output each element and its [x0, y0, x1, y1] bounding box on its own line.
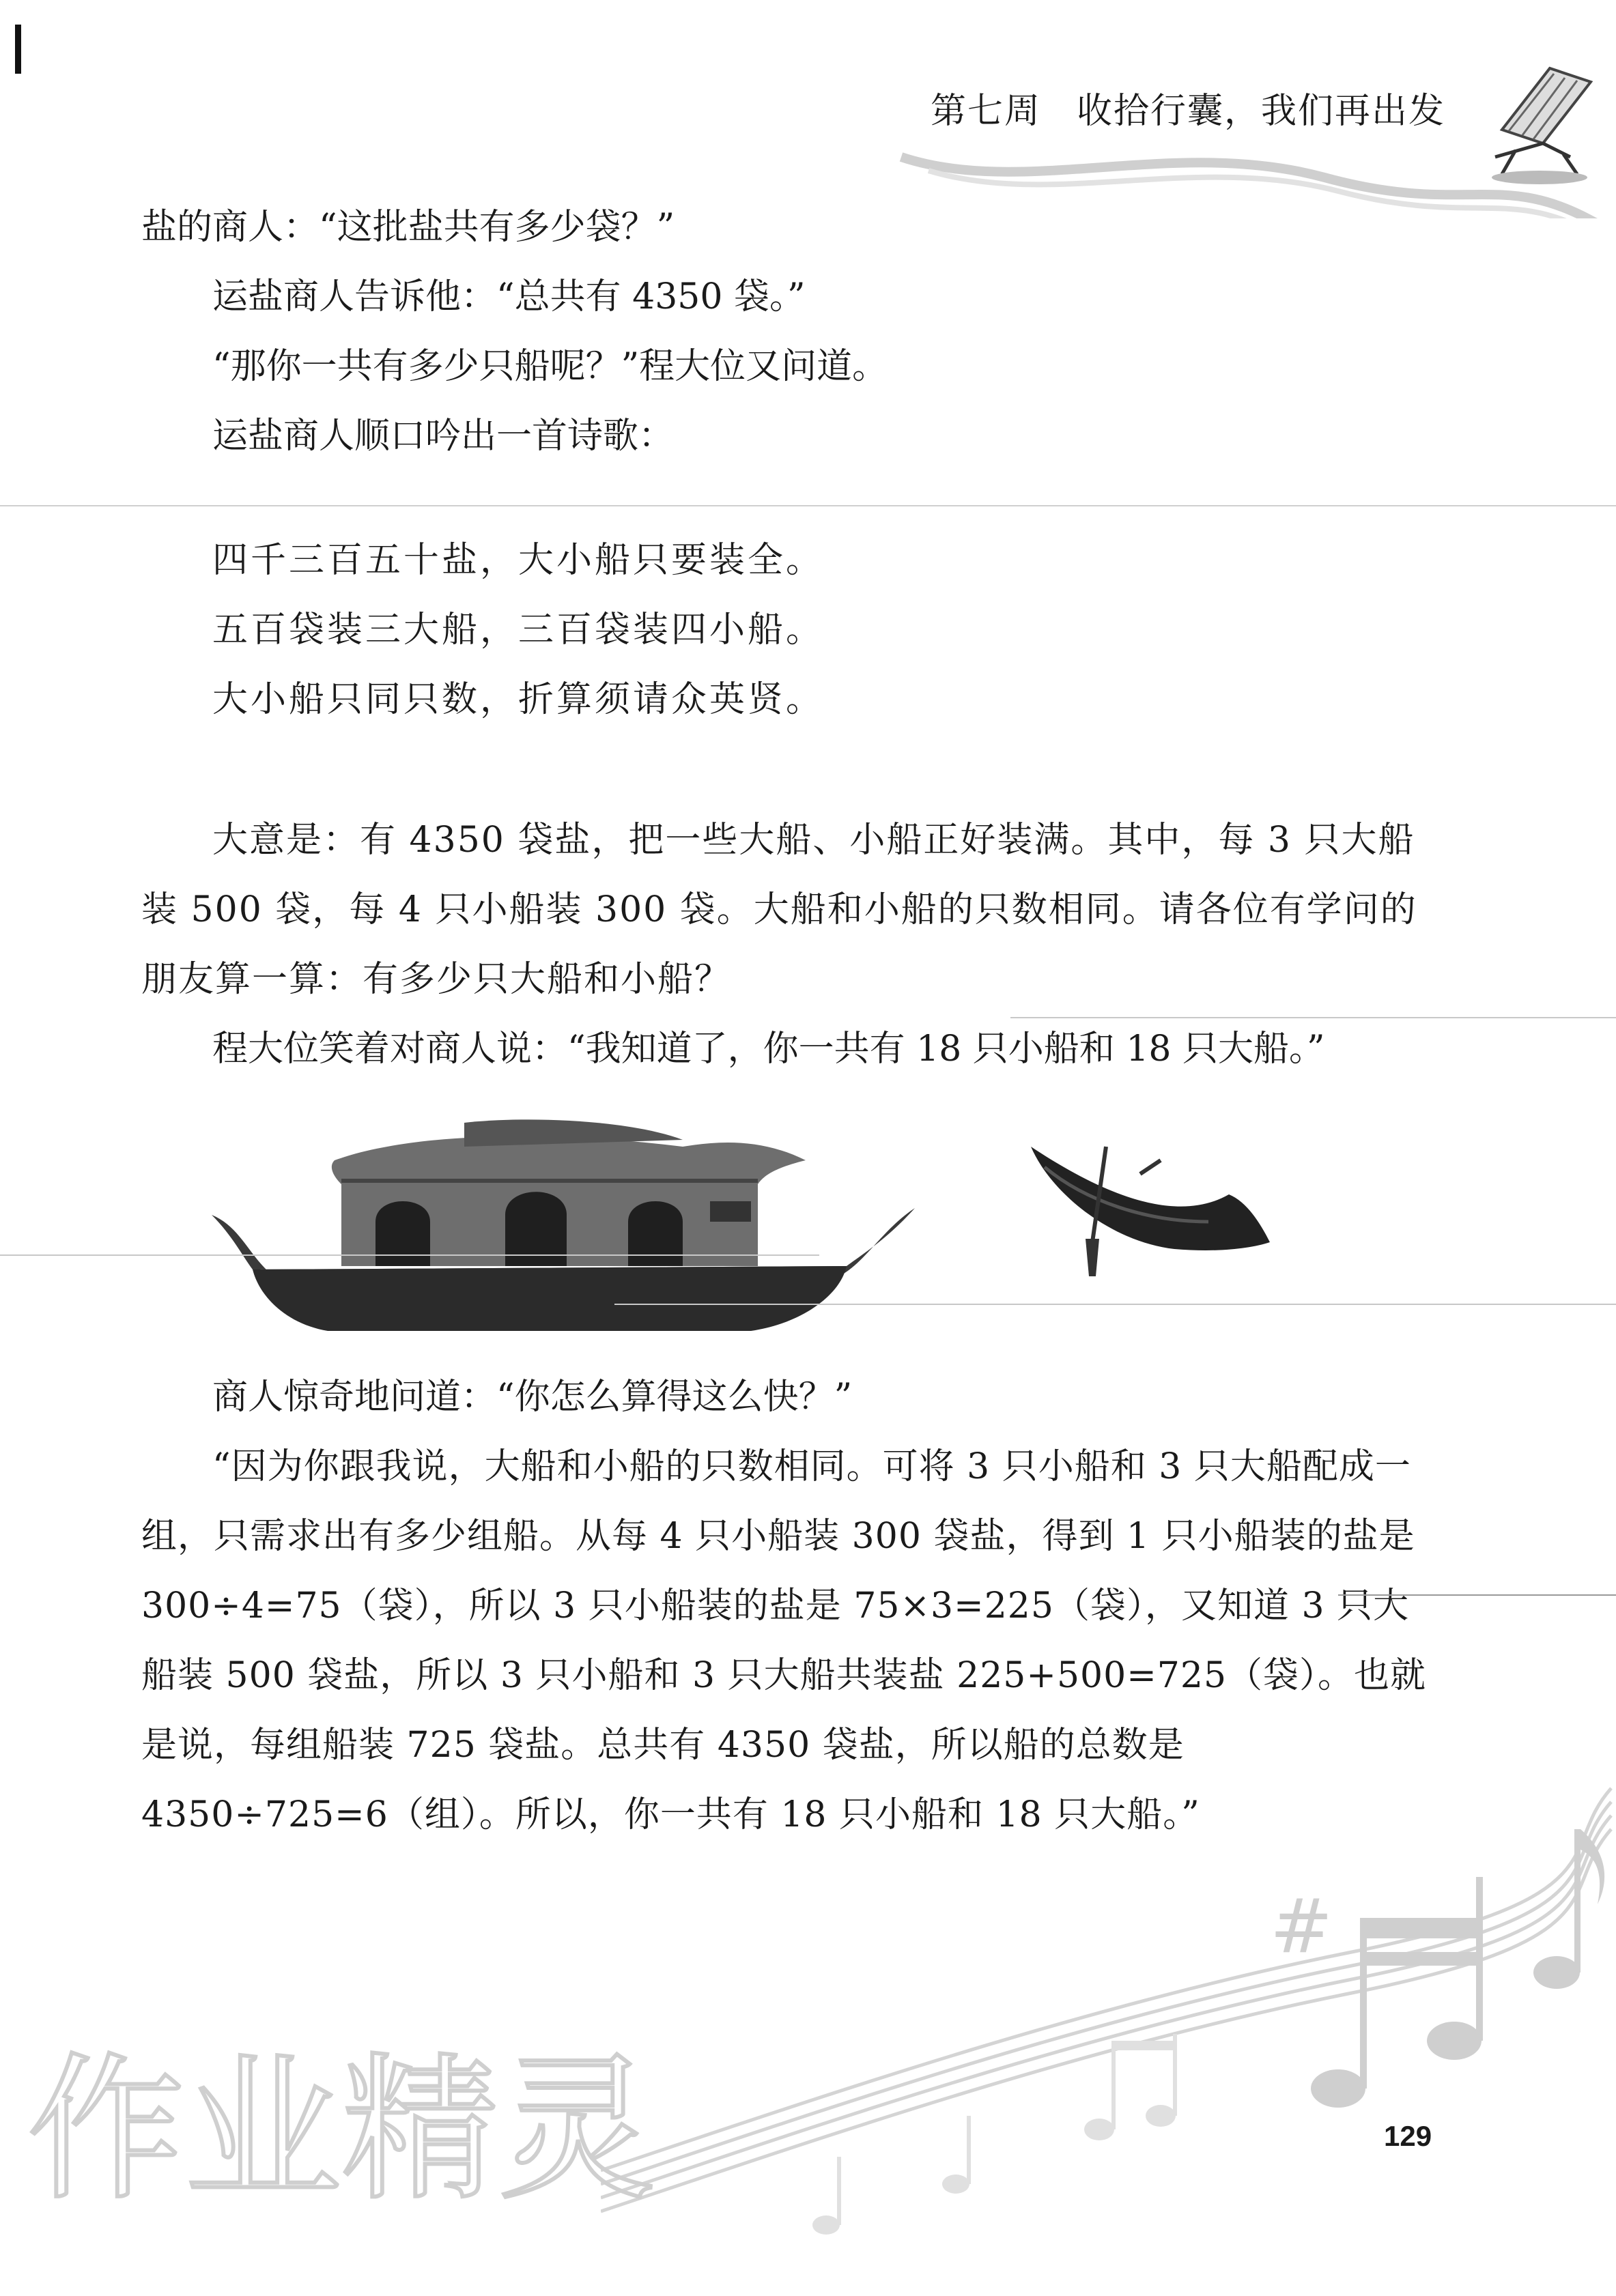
music-note-icon — [1270, 1829, 1604, 2108]
paragraph-answer: 程大位笑着对商人说：“我知道了，你一共有 18 只小船和 18 只大船。” — [212, 1029, 1325, 1070]
page-number: 129 — [1384, 2120, 1432, 2152]
boats-illustration — [205, 1119, 1297, 1351]
canoe-icon — [1031, 1147, 1270, 1276]
svg-text:#: # — [1270, 1882, 1333, 1970]
paragraph-3: “那你一共有多少只船呢？”程大位又问道。 — [212, 346, 888, 387]
scan-line — [1010, 1017, 1616, 1018]
paragraph-1: 盐的商人：“这批盐共有多少袋？” — [141, 207, 675, 248]
paragraph-4: 运盐商人顺口吟出一首诗歌： — [212, 416, 675, 457]
paragraph-meaning: 大意是：有 4350 袋盐，把一些大船、小船正好装满。其中，每 3 只大船装 500 袋，每 4 只小船装 300 袋。大船和小船的只数相同。请各位有学问的朋友算一算：有多少只大船和小船？ — [141, 820, 1417, 1000]
poem-line-1: 四千三百五十盐，大小船只要装全。 — [212, 540, 825, 581]
poem-line-3: 大小船只同只数，折算须请众英贤。 — [212, 679, 825, 720]
poem-line-2: 五百袋装三大船，三百袋装四小船。 — [212, 609, 825, 650]
header-theme: 收拾行囊，我们再出发 — [1076, 91, 1445, 132]
paragraph-explanation: “因为你跟我说，大船和小船的只数相同。可将 3 只小船和 3 只大船配成一组，只需求出有多少组船。从每 4 只小船装 300 袋盐，得到 1 只小船装的盐是 300÷4=75（袋），所以 3 只小船装的盐是 75×3=225（袋），又知道 3 只大船装 500 袋盐，所以 3 只小船和 3 只大船共装盐 225+500=725（袋）。也就是说，每组船装 725 袋盐。总共有 4350 袋盐，所以船的总数是 4350÷725=6（组）。所以，你一共有 18 只小船和 18 只大船。” — [141, 1446, 1427, 1835]
page-header — [931, 82, 1445, 133]
scan-line — [0, 1254, 819, 1256]
scan-line — [0, 505, 1616, 506]
music-notes-decoration — [601, 1747, 1616, 2293]
scan-line — [1338, 1594, 1616, 1596]
watermark-text: 作业精灵 — [27, 2039, 656, 2222]
deck-chair-icon — [1492, 68, 1591, 184]
houseboat-icon — [212, 1119, 915, 1331]
scan-line — [614, 1304, 1616, 1305]
page-edge-mark — [15, 25, 21, 74]
watermark — [27, 1816, 710, 2296]
paragraph-question: 商人惊奇地问道：“你怎么算得这么快？” — [212, 1377, 853, 1418]
paragraph-2: 运盐商人告诉他：“总共有 4350 袋。” — [212, 276, 806, 317]
poem — [212, 526, 824, 734]
header-week: 第七周 — [930, 91, 1041, 132]
